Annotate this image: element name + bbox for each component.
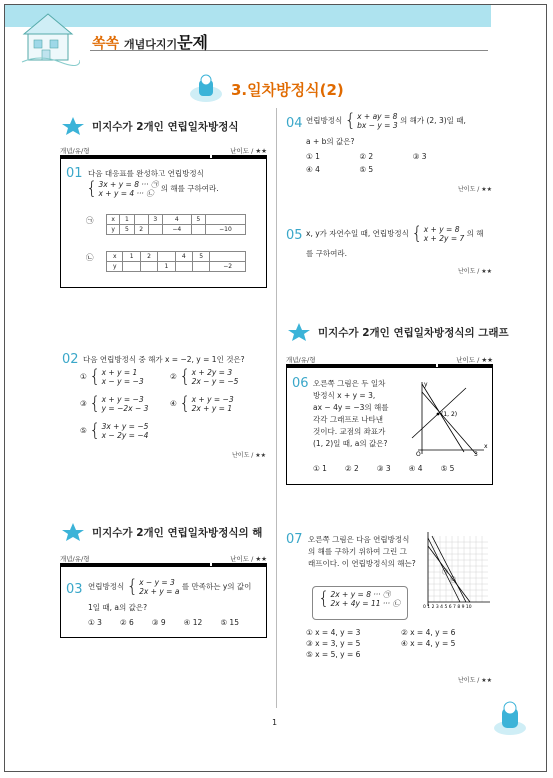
q06-choice[interactable]: ② 2 <box>344 464 359 473</box>
cell[interactable] <box>140 262 157 272</box>
cell[interactable] <box>148 225 162 235</box>
cell[interactable] <box>191 225 205 235</box>
choice-eq: x − 2y = −4 <box>101 431 149 440</box>
q02-text: 다음 연립방정식 중 해가 x = −2, y = 1인 것은? <box>83 355 245 364</box>
choice-eq: x + 2y = 3 <box>191 368 233 377</box>
q05-text-a: x, y가 자연수일 때, 연립방정식 <box>306 229 409 238</box>
q01-table-b <box>106 251 246 272</box>
section-title-2: 미지수가 2개인 연립일차방정식의 그래프 <box>318 326 509 339</box>
cell: x <box>107 215 120 225</box>
star-icon <box>60 522 86 542</box>
q04-eq2: bx − y = 3 <box>357 121 398 130</box>
q07-choices <box>306 628 496 659</box>
q06-tick-3: 3 <box>474 451 478 456</box>
q02-difficulty: 난이도 / ★★ <box>232 452 266 459</box>
section-heading-3 <box>60 522 262 542</box>
q07-difficulty: 난이도 / ★★ <box>458 677 492 684</box>
q06-origin-label: O <box>416 451 421 456</box>
q01-table-a <box>106 214 246 235</box>
q01-text: 다음 대응표를 완성하고 연립방정식 <box>88 169 204 178</box>
q06-line: (1, 2)일 때, a의 값은? <box>313 439 388 448</box>
choice-eq: 2x + y = 1 <box>191 404 233 413</box>
brand-part-c: 문제 <box>177 33 208 52</box>
q07-line: 의 해를 구하기 위하여 그린 그 <box>308 547 407 556</box>
q02-number: 02 <box>62 352 79 367</box>
q06-line: 오른쪽 그림은 두 일차 <box>313 379 386 388</box>
q03-choice[interactable]: ⑤ 15 <box>220 618 239 627</box>
q04-choice[interactable]: ② 2 <box>359 152 374 161</box>
q03-eq2: 2x + y = a <box>139 587 180 596</box>
cell[interactable] <box>210 252 246 262</box>
cell[interactable] <box>175 262 192 272</box>
house-logo-icon <box>20 8 80 66</box>
cell[interactable]: 4 <box>162 215 191 225</box>
cell[interactable] <box>193 262 210 272</box>
mascot-footer-icon <box>490 698 530 738</box>
choice-eq: x + y = 1 <box>101 368 138 377</box>
q04-text-a: 연립방정식 <box>306 116 343 125</box>
star-icon <box>60 116 86 136</box>
q01-mark-b: ㉡ <box>86 253 94 262</box>
q03-text-c: 1일 때, a의 값은? <box>88 603 148 612</box>
q06-text <box>313 378 389 450</box>
cell[interactable]: 1 <box>158 262 175 272</box>
q04-choice[interactable]: ⑤ 5 <box>359 165 374 174</box>
section-heading-2 <box>286 322 509 342</box>
q04-choices <box>306 152 466 174</box>
q06-x-label: x <box>484 443 488 450</box>
chapter-title: 3.일차방정식(2) <box>231 80 344 99</box>
brand-title <box>92 30 208 53</box>
q01-difficulty-label: 난이도 / ★★ <box>230 147 267 155</box>
q04-text-b: 의 해가 (2, 3)일 때, <box>399 116 466 125</box>
q05-text-c: 를 구하여라. <box>306 249 347 258</box>
choice-marker: ⑤ <box>80 426 87 435</box>
choice-eq: 2x − y = −5 <box>191 377 239 386</box>
q01-eq1: 3x + y = 8 ··· ㉠ <box>98 180 159 189</box>
q06-number: 06 <box>292 376 309 391</box>
q01-type-label: 개념/유/형 <box>60 147 90 155</box>
q03-text-a: 연립방정식 <box>88 582 125 591</box>
q04-choice[interactable]: ① 1 <box>306 152 320 161</box>
q03-text-b: 를 만족하는 y의 값이 <box>181 582 252 591</box>
q05-text: x, y가 자연수일 때, 연립방정식 { x + y = 8 x + 2y = 7 의 해 <box>306 223 484 244</box>
section-title-3: 미지수가 2개인 연립일차방정식의 해 <box>92 526 263 539</box>
q07-label-a: ㉠ <box>442 569 449 576</box>
q06-choice[interactable]: ① 1 <box>313 464 327 473</box>
q04-eq1: x + ay = 8 <box>357 112 398 121</box>
chapter-heading <box>187 74 344 104</box>
star-icon <box>286 322 312 342</box>
line-2 <box>412 388 466 438</box>
choice-marker: ① <box>80 372 87 381</box>
cell: y <box>107 262 123 272</box>
choice-eq: 3x + y = −5 <box>101 422 149 431</box>
q07-number: 07 <box>286 532 303 547</box>
q06-difficulty-label: 난이도 / ★★ <box>456 356 493 364</box>
q02-choice-2[interactable]: ② { x + 2y = 3 2x − y = −5 <box>170 366 239 387</box>
q01-text2: 의 해를 구하여라. <box>160 184 219 193</box>
q05-eq1: x + y = 8 <box>423 225 460 234</box>
q06-y-label: y <box>424 381 428 388</box>
q03-header <box>60 554 267 563</box>
cell[interactable]: 5 <box>193 252 210 262</box>
cell[interactable]: 5 <box>120 225 134 235</box>
line-1 <box>422 392 476 454</box>
q07-line: 오른쪽 그림은 다음 연립방정식 <box>308 535 410 544</box>
q03-choice[interactable]: ④ 12 <box>183 618 203 627</box>
q04-choice[interactable]: ③ 3 <box>412 152 427 161</box>
q03-choice[interactable]: ③ 9 <box>151 618 166 627</box>
q07-text <box>308 534 416 570</box>
q06-point-label: (1, 2) <box>441 411 458 418</box>
line-b <box>428 546 470 602</box>
q07-choice[interactable]: ① x = 4, y = 3 <box>306 628 361 637</box>
line-3 <box>422 384 464 452</box>
cell[interactable]: −4 <box>162 225 191 235</box>
q03-difficulty-label: 난이도 / ★★ <box>230 555 267 563</box>
cell[interactable]: 1 <box>123 252 140 262</box>
cell[interactable] <box>158 252 175 262</box>
q05-text-b: 의 해 <box>466 229 484 238</box>
q04-number: 04 <box>286 116 303 131</box>
cell[interactable]: −10 <box>205 225 245 235</box>
q01-system: { 3x + y = 8 ··· ㉠ x + y = 4 ··· ㉡ 의 해를 구하여라. <box>86 178 219 199</box>
q01-mark-a: ㉠ <box>86 216 94 225</box>
cell[interactable]: 5 <box>191 215 205 225</box>
cell[interactable]: 4 <box>175 252 192 262</box>
cell[interactable]: 1 <box>120 215 134 225</box>
q06-choice[interactable]: ④ 4 <box>408 464 423 473</box>
cell[interactable]: −2 <box>210 262 246 272</box>
q07-system: { 2x + y = 8 ··· ㉠ 2x + 4y = 11 ··· ㉡ <box>318 588 400 609</box>
q03-type-label: 개념/유/형 <box>60 555 90 563</box>
q03-eq1: x − y = 3 <box>139 578 175 587</box>
q07-choice[interactable]: ⑤ x = 5, y = 6 <box>306 650 361 659</box>
q03-choice[interactable]: ② 6 <box>119 618 134 627</box>
q06-choice[interactable]: ⑤ 5 <box>440 464 455 473</box>
cell[interactable] <box>205 215 245 225</box>
q06-line: 방정식 x + y = 3, <box>313 391 376 400</box>
q07-eq2: 2x + 4y = 11 ··· ㉡ <box>330 599 400 608</box>
q01-header <box>60 146 267 155</box>
brand-part-b: 개념다지기 <box>123 38 178 51</box>
q04-text-c: a + b의 값은? <box>306 137 355 146</box>
q02-choice-3[interactable]: ③ { x + y = −3 y = −2x − 3 <box>80 393 149 414</box>
cell: x <box>107 252 123 262</box>
choice-eq: x − y = −3 <box>101 377 144 386</box>
q05-difficulty: 난이도 / ★★ <box>458 268 492 275</box>
choice-eq: y = −2x − 3 <box>101 404 149 413</box>
mascot-icon <box>187 74 225 104</box>
section-heading-1 <box>60 116 238 136</box>
q07-choice[interactable]: ② x = 4, y = 6 <box>401 628 456 637</box>
cell[interactable]: 2 <box>140 252 157 262</box>
intersection-point <box>437 413 440 416</box>
choice-eq: x + y = −3 <box>101 395 144 404</box>
q03-text: 연립방정식 { x − y = 3 2x + y = a 를 만족하는 y의 값이 <box>88 576 252 597</box>
q02-choice-1[interactable]: ① { x + y = 1 x − y = −3 <box>80 366 144 387</box>
q02-choice-4[interactable]: ④ { x + y = −3 2x + y = 1 <box>170 393 234 414</box>
q07-graph <box>420 530 492 610</box>
q06-type-label: 개념/유/형 <box>286 356 316 364</box>
q02-choice-5[interactable]: ⑤ { 3x + y = −5 x − 2y = −4 <box>80 420 149 441</box>
q07-line: 래프이다. 이 연립방정식의 해는? <box>308 559 416 568</box>
cell[interactable] <box>123 262 140 272</box>
q06-graph <box>408 378 488 456</box>
q03-choice[interactable]: ① 3 <box>88 618 102 627</box>
q04-choice[interactable]: ④ 4 <box>306 165 320 174</box>
q04-difficulty: 난이도 / ★★ <box>458 186 492 193</box>
cell: y <box>107 225 120 235</box>
q06-line: ax − 4y = −3의 해를 <box>313 403 389 412</box>
cell[interactable]: 2 <box>134 225 148 235</box>
column-divider <box>276 108 277 708</box>
q07-eq1: 2x + y = 8 ··· ㉠ <box>330 590 391 599</box>
q05-eq2: x + 2y = 7 <box>423 234 465 243</box>
q05-number: 05 <box>286 228 303 243</box>
section-title-1: 미지수가 2개인 연립일차방정식 <box>92 120 239 133</box>
choice-marker: ② <box>170 372 177 381</box>
q07-label-b: ㉡ <box>450 577 457 584</box>
cell[interactable]: 3 <box>148 215 162 225</box>
choice-eq: x + y = −3 <box>191 395 234 404</box>
q06-line: 각각 그래프로 나타낸 <box>313 415 383 424</box>
q06-header <box>286 355 493 364</box>
q07-choice[interactable]: ③ x = 3, y = 5 <box>306 639 361 648</box>
q03-number: 03 <box>66 582 83 597</box>
brand-part-a: 쏙쏙 <box>92 36 120 52</box>
q07-axis-ticks: 0 1 2 3 4 5 6 7 8 9 10 <box>423 605 472 610</box>
cell[interactable] <box>134 215 148 225</box>
q06-choices <box>313 464 454 473</box>
choice-marker: ④ <box>170 399 177 408</box>
q01-eq2: x + y = 4 ··· ㉡ <box>98 189 154 198</box>
q04-text: 연립방정식 { x + ay = 8 bx − y = 3 의 해가 (2, 3)일 때, <box>306 110 466 131</box>
q03-choices <box>88 618 239 627</box>
page-number: 1 <box>272 718 278 727</box>
line-c <box>432 536 466 602</box>
q07-choice[interactable]: ④ x = 4, y = 5 <box>401 639 456 648</box>
q06-choice[interactable]: ③ 3 <box>376 464 391 473</box>
choice-marker: ③ <box>80 399 87 408</box>
q06-line: 것이다. 교점의 좌표가 <box>313 427 386 436</box>
q01-number: 01 <box>66 166 83 181</box>
